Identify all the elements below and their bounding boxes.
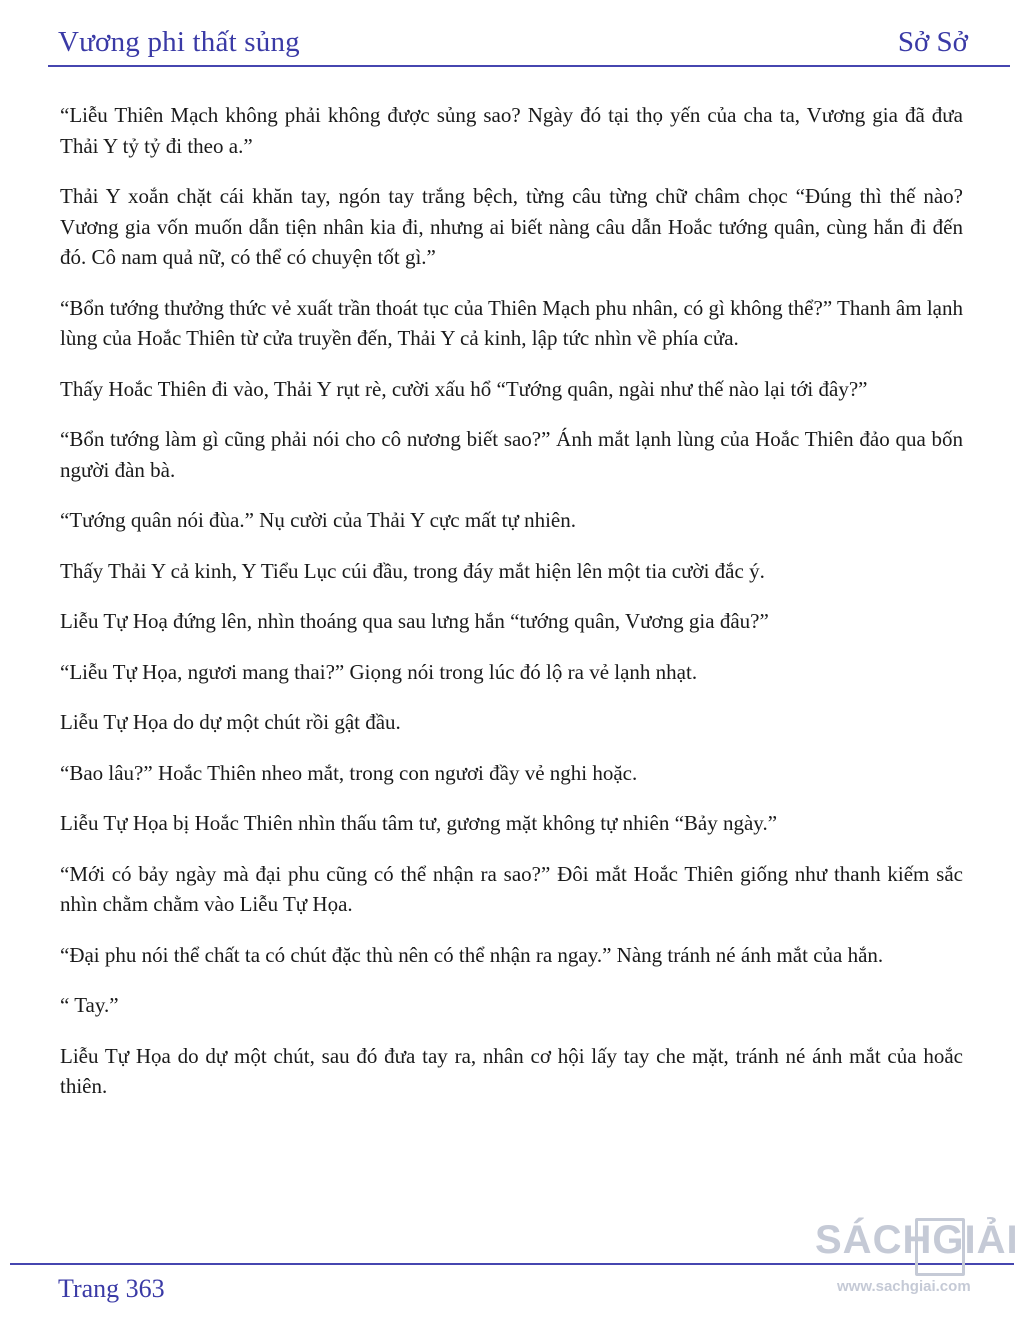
paragraph: Thấy Hoắc Thiên đi vào, Thải Y rụt rè, cười xấu hổ “Tướng quân, ngài như thế nào lại tới đây?” bbox=[60, 376, 868, 401]
page-body bbox=[60, 100, 963, 1122]
paragraph: Liễu Tự Họa do dự một chút rồi gật đầu. bbox=[60, 710, 401, 734]
sachgiai-watermark bbox=[815, 1218, 1019, 1318]
book-title: Vương phi thất sủng bbox=[58, 26, 300, 58]
watermark-logo: SÁCHGIẢI bbox=[815, 1218, 1019, 1262]
page-header bbox=[58, 24, 968, 64]
paragraph: “Bao lâu?” Hoắc Thiên nheo mắt, trong con ngươi đầy vẻ nghi hoặc. bbox=[60, 760, 638, 785]
paragraph: “Liễu Tự Họa, ngươi mang thai?” Giọng nói trong lúc đó lộ ra vẻ lạnh nhạt. bbox=[60, 659, 698, 684]
paragraph: “Bổn tướng thưởng thức vẻ xuất trần thoát tục của Thiên Mạch phu nhân, có gì không thể?” Thanh âm lạnh lùng của Hoắc Thiên từ cửa truyền đến, Thải Y cả kinh, lập tức nhìn về phía cửa. bbox=[60, 295, 963, 350]
paragraph: Thải Y xoắn chặt cái khăn tay, ngón tay trắng bệch, từng câu từng chữ châm chọc “Đúng thì thế nào? Vương gia vốn muốn dẫn tiện nhân kia đi, nhưng ai biết nàng câu dẫn Hoắc tướng quân, cùng hắn đi đến đó. Cô nam quả nữ, có thể có chuyện tốt gì.” bbox=[60, 184, 963, 269]
paragraph: “Tướng quân nói đùa.” Nụ cười của Thải Y cực mất tự nhiên. bbox=[60, 508, 576, 532]
paragraph: “ Tay.” bbox=[60, 993, 119, 1017]
paragraph: “Đại phu nói thể chất ta có chút đặc thù nên có thể nhận ra ngay.” Nàng tránh né ánh mắt của hắn. bbox=[60, 942, 884, 967]
paragraph: “Bổn tướng làm gì cũng phải nói cho cô nương biết sao?” Ánh mắt lạnh lùng của Hoắc Thiên đảo qua bốn người đàn bà. bbox=[60, 427, 963, 482]
paragraph: Liễu Tự Họa bị Hoắc Thiên nhìn thấu tâm tư, gương mặt không tự nhiên “Bảy ngày.” bbox=[60, 811, 778, 835]
paragraph: Liễu Tự Hoạ đứng lên, nhìn thoáng qua sau lưng hắn “tướng quân, Vương gia đâu?” bbox=[60, 609, 769, 633]
paragraph: Liễu Tự Họa do dự một chút, sau đó đưa tay ra, nhân cơ hội lấy tay che mặt, tránh né ánh mắt của hoắc thiên. bbox=[60, 1043, 963, 1098]
header-divider bbox=[48, 65, 1010, 67]
paragraph: “Liễu Thiên Mạch không phải không được sủng sao? Ngày đó tại thọ yến của cha ta, Vương gia đã đưa Thải Y tỷ tỷ đi theo a.” bbox=[60, 103, 963, 158]
paragraph: Thấy Thải Y cả kinh, Y Tiểu Lục cúi đầu, trong đáy mắt hiện lên một tia cười đắc ý. bbox=[60, 558, 765, 583]
author-name: Sở Sở bbox=[897, 26, 968, 58]
paragraph: “Mới có bảy ngày mà đại phu cũng có thể nhận ra sao?” Đôi mắt Hoắc Thiên giống như thanh kiếm sắc nhìn chằm chằm vào Liễu Tự Họa. bbox=[60, 861, 963, 916]
page-number: Trang 363 bbox=[58, 1274, 165, 1303]
watermark-url: www.sachgiai.com bbox=[837, 1278, 971, 1295]
